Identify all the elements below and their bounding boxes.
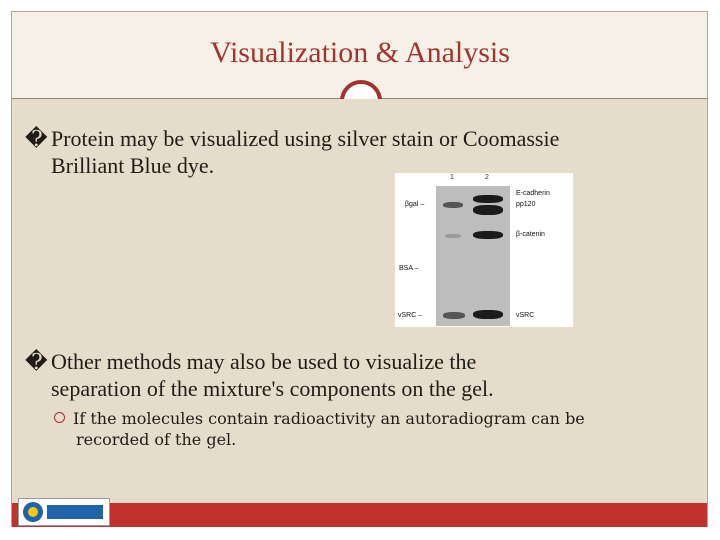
gel-label-bsa: BSA – [399,265,419,272]
bioteks-logo [18,498,110,526]
bullet-1-line-1: Protein may be visualized using silver stain or Coomassie [51,126,560,151]
gel-label-b-catenin: β-catenin [516,231,545,238]
gel-band [473,195,503,203]
bullet-1 [25,125,695,179]
gel-figure [395,173,573,327]
gel-image [436,186,510,326]
slide-title: Visualization & Analysis [210,36,510,69]
lane-number-2: 2 [485,174,489,181]
gel-label-vsrc-left: vSRC – [398,312,423,319]
gel-label-bgal: βgal – [405,201,425,208]
bullet-marker-2: � [25,349,48,374]
sub-bullet-line-2: recorded of the gel. [76,430,237,449]
footer-bar [12,503,707,527]
circle-bullet-icon [54,412,65,423]
gel-band [443,312,465,319]
sub-bullet-line-1: If the molecules contain radioactivity an autoradiogram can be [73,409,585,428]
lane-number-1: 1 [450,174,454,181]
gel-band [443,202,463,208]
bullet-2-line-1: Other methods may also be used to visualize the [51,349,477,374]
bullet-1-line-2: Brilliant Blue dye. [51,153,215,178]
logo-emblem-icon [23,502,43,522]
gel-label-vsrc-right: vSRC [516,312,535,319]
bullet-marker-1: � [25,126,48,151]
gel-label-e-cadherin: E-cadherin [516,190,550,197]
bullet-2 [25,348,695,402]
gel-label-pp120: pp120 [516,201,536,208]
gel-band [445,234,461,238]
gel-band [473,231,503,239]
gel-band [473,310,503,319]
gel-band [473,205,503,215]
sub-bullet [54,408,654,450]
logo-wordmark [47,505,103,519]
bullet-2-line-2: separation of the mixture's components on the gel. [51,376,494,401]
